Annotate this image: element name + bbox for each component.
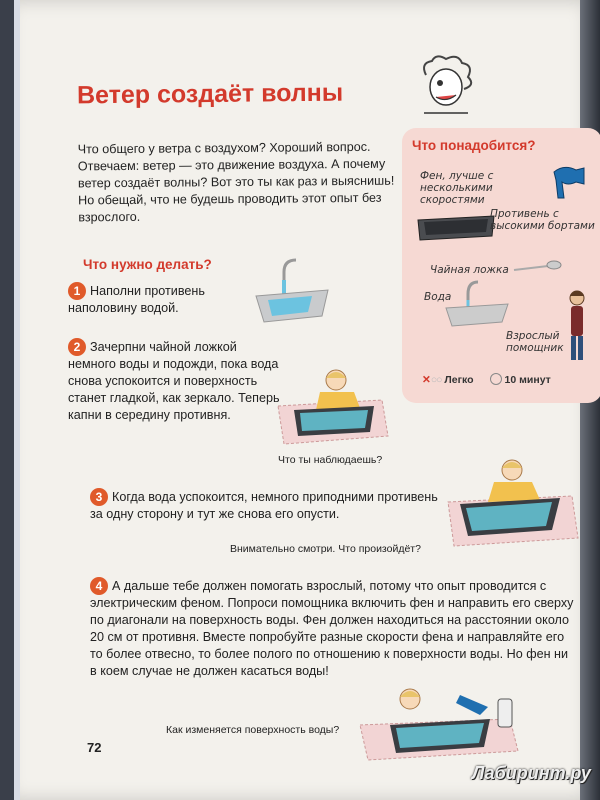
teaspoon-icon [512,258,562,276]
faucet-icon [442,278,512,328]
step-number: 1 [68,282,86,300]
clock-icon [490,373,502,385]
step-2-caption: Что ты наблюдаешь? [278,454,383,466]
difficulty-label: Легко [444,373,474,386]
material-item: Чайная ложка [430,264,509,276]
step-4 [90,577,578,680]
baking-tray-icon [414,210,499,245]
book-page [14,0,600,800]
material-item: Вода [424,291,452,303]
scientist-illustration [418,55,478,120]
material-item: Фен, лучше с несколькими скоростями [420,170,494,206]
step-text: А дальше тебе должен помогать взрослый, потому что опыт проводится с электрическим феном. Попроси помощника включить фен и направить его сверху по диагонали на поверхность воды. Фен должен находиться на расстоянии около 20 см от противня. Вместе попробуйте разные скорости фена и направляйте его то более отвесно, то более полого по отношению к поверхности воды. Но фен ни в коем случае не должен касаться воды! [90,579,574,678]
material-item: Противень с высокими бортами [490,208,595,232]
page-title: Ветер создаёт волны [76,78,344,110]
page-number: 72 [87,740,102,755]
step-4-caption: Как изменяется поверхность воды? [166,724,340,736]
materials-title: Что понадобится? [412,138,536,153]
step-number: 2 [68,338,86,356]
step-number: 3 [90,488,108,506]
material-item: Взрослый помощник [506,330,564,354]
hair-dryer-experiment-illustration [360,685,520,760]
watermark: Лабиринт.ру [472,763,591,783]
intro-text: Что общего у ветра с воздухом? Хороший вопрос. Отвечаем: ветер — это движение воздуха. А почему ветер создаёт волны? Вот это ты как раз и выяснишь! Но обещай, что не будешь проводить этот опыт без взрослого. [77,139,395,225]
step-text: Когда вода успокоится, немного приподними противень за одну сторону и тут же снова его опусти. [90,490,438,521]
girl-with-tray-illustration [278,366,388,444]
time-indicator [490,373,551,386]
step-3-caption: Внимательно смотри. Что произойдёт? [230,543,421,555]
step-number: 4 [90,577,108,595]
step-text: Наполни противень наполовину водой. [68,284,205,315]
time-label: 10 минут [504,374,551,386]
hair-dryer-icon [550,162,590,202]
adult-helper-icon [562,288,592,363]
difficulty-indicator [422,374,474,386]
difficulty-circles-icon: ○○ [430,373,442,386]
cross-icon: ✕ [422,373,431,386]
step-text: Зачерпни чайной ложкой немного воды и подожди, пока вода снова успокоится и поверхность станет гладкой, как зеркало. Теперь капни в середину противня. [68,340,280,422]
materials-meta [422,373,551,386]
step-2 [68,338,288,424]
step-1 [68,282,248,317]
sink-illustration [252,256,332,326]
step-3 [90,488,450,523]
materials-box [402,128,600,403]
section-title: Что нужно делать? [83,257,212,272]
girl-lifting-tray-illustration [448,456,578,546]
